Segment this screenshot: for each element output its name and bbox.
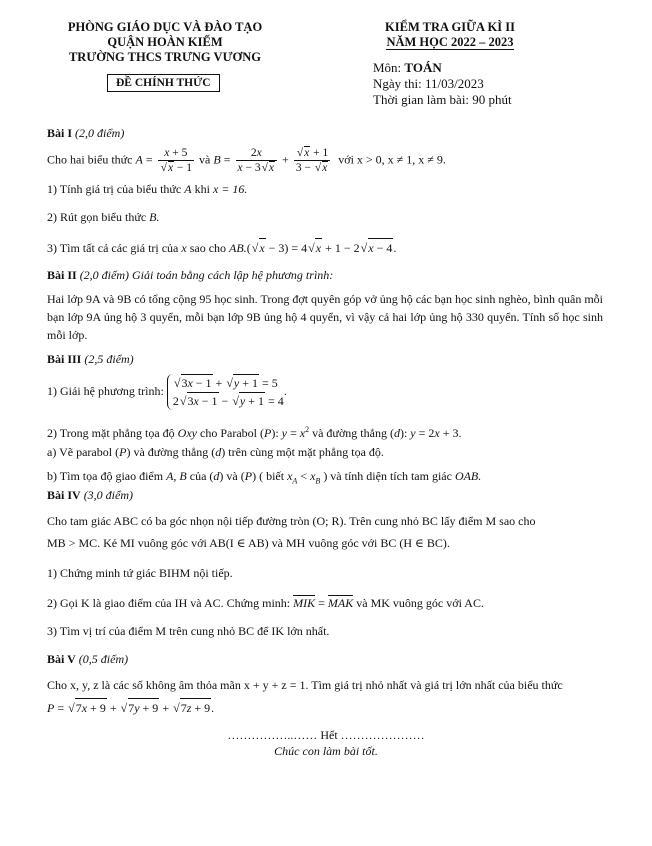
exam-title: KIỂM TRA GIỮA KÌ II [385,20,515,34]
expr-b-part2: √ $\frac{x + 1}{3 - √ x}$ [294,146,330,175]
bai5-heading: Bài V (0,5 điểm) [47,652,129,666]
bai3-qa: a) Vẽ parabol (P) và đường thẳng (d) trên cùng một mặt phẳng tọa độ. [47,445,384,459]
end-marker: ……………..…… Hết ………………… [227,728,425,742]
bai4-q2: 2) Gọi K là giao điểm của IH và AC. Chứng minh: MIK = MAK và MK vuông góc với AC. [47,596,484,610]
bai3-qb: b) Tìm tọa độ giao điểm A, B của (d) và (P) ( biết $x_A < x_B$ ) và tính diện tích tam giác OAB. [47,469,482,486]
bai4-line1: Cho tam giác ABC có ba góc nhọn nội tiếp đường tròn (O; R). Trên cung nhỏ BC lấy điểm M sao cho [47,514,536,528]
exam-date: Ngày thi: 11/03/2023 [373,76,484,91]
subject-label: Môn: [373,60,405,75]
bai3-heading: Bài III (2,5 điểm) [47,352,134,366]
school-year: NĂM HỌC 2022 – 2023 [386,35,514,49]
exam-duration: Thời gian làm bài: 90 phút [373,92,512,107]
bai4-q3: 3) Tìm vị trí của điểm M trên cung nhỏ BC để IK lớn nhất. [47,624,330,638]
expr-b-part1: $\frac{2x}{x - 3√ x}$ [236,147,278,175]
school-name: TRƯỜNG THCS TRƯNG VƯƠNG [68,50,262,64]
official-badge: ĐỀ CHÍNH THỨC [107,74,220,92]
bai1-q1: 1) Tính giá trị của biểu thức A khi x = 16. [47,182,248,196]
bai3-q1: 1) Giải hệ phương trình: √ 3x − 1 + √ y + 1 = 5 2√ 3x − 1 − √ y + 1 = 4 . [47,374,607,410]
bai2-body: Hai lớp 9A và 9B có tổng cộng 95 học sinh. Trong đợt quyên góp vở ủng hộ các bạn học sinh nghèo, bình quân mỗi bạn lớp 9A ủng hộ 3 quyển, mỗi bạn lớp 9B ủng hộ 4 quyển, vì vậy cả hai lớp ủng hộ 330 quyển. Tính số học sinh mỗi lớp. [47,292,603,342]
good-luck-note: Chúc con làm bài tốt. [274,744,378,758]
bai4-line2: MB > MC. Kẻ MI vuông góc với AB(I ∈ AB) và MH vuông góc với BC (H ∈ BC). [47,536,450,550]
bai5-expression: P = √ 7x + 9 + √ 7y + 9 + √ 7z + 9. [47,698,607,717]
bai1-intro: Cho hai biểu thức A = x + 5 √ x − 1 và B = $\frac{2x}{x - 3√ x}$ + √ $\frac{x + 1}{3 - √ x}$ với x > 0, x ≠ 1, x ≠ 9. [47,146,607,175]
bai1-heading: Bài I (2,0 điểm) [47,126,125,140]
bai3-q2: 2) Trong mặt phẳng tọa độ Oxy cho Parabol (P): $y = x^2$ và đường thẳng (d): y = 2x + 3. [47,425,462,440]
bai2-heading: Bài II (2,0 điểm) Giải toán bằng cách lập hệ phương trình: [47,268,334,282]
equation-system: √ 3x − 1 + √ y + 1 = 5 2√ 3x − 1 − √ y + 1 = 4 [167,374,284,410]
bai1-q3: 3) Tìm tất cả các giá trị của x sao cho AB.(√ x − 3) = 4√ x + 1 − 2√ x − 4. [47,238,607,257]
school-district: QUẬN HOÀN KIẾM [107,35,223,49]
expr-a: x + 5 √ x − 1 [158,147,194,175]
subject-value: TOÁN [404,60,442,75]
bai5-line1: Cho x, y, z là các số không âm thỏa mãn x + y + z = 1. Tìm giá trị nhỏ nhất và giá trị lớn nhất của biểu thức [47,678,563,692]
school-department: PHÒNG GIÁO DỤC VÀ ĐÀO TẠO [67,20,263,34]
bai1-q2: 2) Rút gọn biểu thức B. [47,210,160,224]
bai4-heading: Bài IV (3,0 điểm) [47,488,134,502]
bai4-q1: 1) Chứng minh tứ giác BIHM nội tiếp. [47,566,233,580]
subject-line [373,60,442,76]
